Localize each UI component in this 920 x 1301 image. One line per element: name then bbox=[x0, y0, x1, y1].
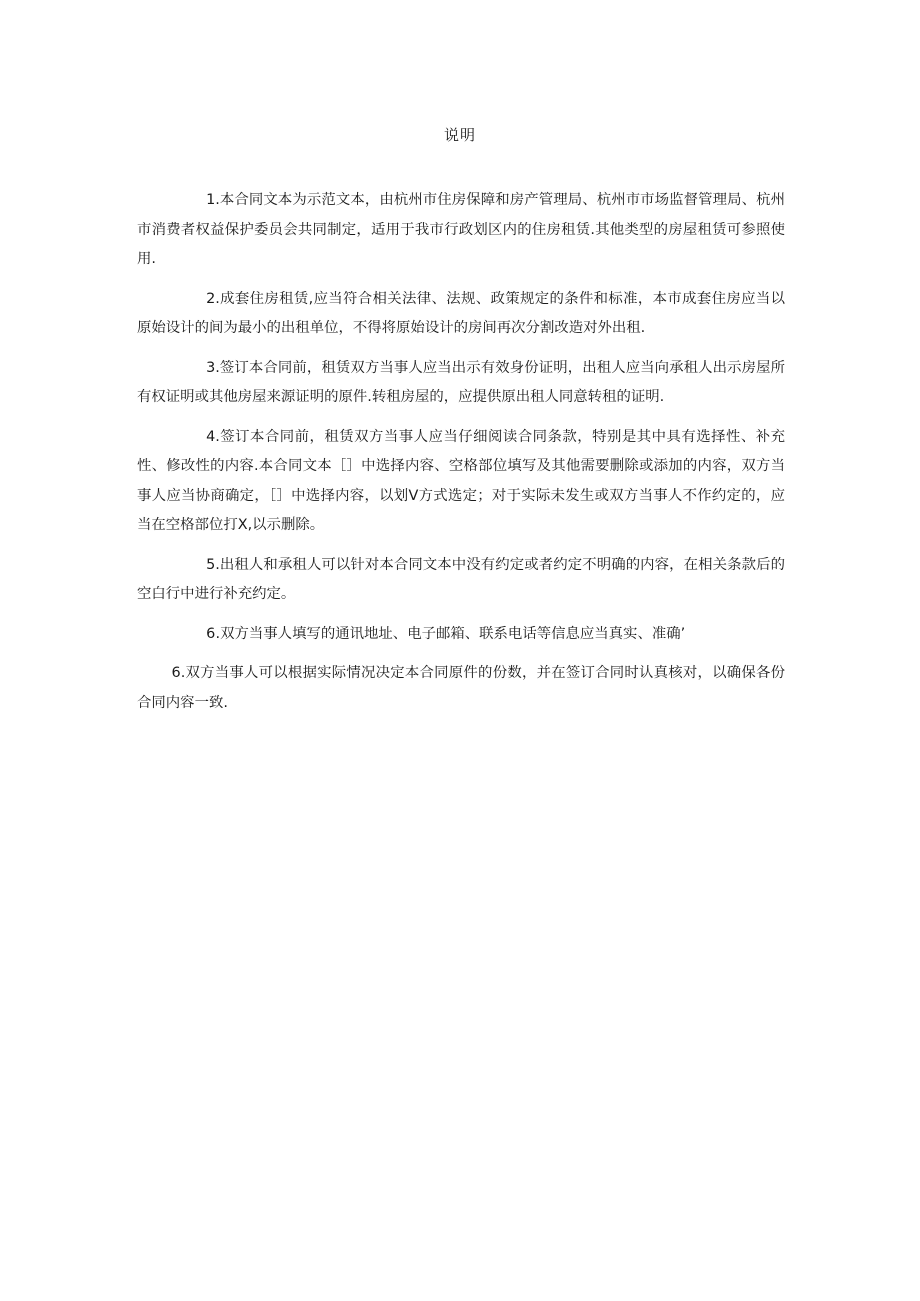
paragraph-text: .双方当事人填写的通讯地址、电子邮箱、联系电话等信息应当真实、准确’ bbox=[215, 625, 686, 642]
paragraph-number: 5 bbox=[206, 556, 216, 573]
paragraph-3 bbox=[137, 354, 785, 413]
paragraph-text: .出租人和承租人可以针对本合同文本中没有约定或者约定不明确的内容，在相关条款后的空白行中进行补充约定。 bbox=[137, 556, 785, 602]
paragraph-text: .签订本合同前，租赁双方当事人应当仔细阅读合同条款，特别是其中具有选择性、补充性、修改性的内容.本合同文本［］中选择内容、空格部位填写及其他需要删除或添加的内容，双方当事人应当协商确定，［］中选择内容，以划V方式选定；对于实际未发生或双方当事人不作约定的，应当在空格部位打X,以示删除。 bbox=[137, 428, 785, 533]
paragraph-number: 2 bbox=[206, 290, 216, 307]
paragraph-6 bbox=[137, 620, 785, 650]
paragraph-1 bbox=[137, 186, 785, 275]
paragraph-5 bbox=[137, 551, 785, 610]
paragraph-2 bbox=[137, 285, 785, 344]
paragraph-number: 3 bbox=[206, 359, 216, 376]
paragraph-text: .签订本合同前，租赁双方当事人应当出示有效身份证明，出租人应当向承租人出示房屋所有权证明或其他房屋来源证明的原件.转租房屋的，应提供原出租人同意转租的证明. bbox=[137, 359, 785, 405]
document-body bbox=[137, 186, 785, 728]
paragraph-4 bbox=[137, 423, 785, 541]
paragraph-text: .成套住房租赁,应当符合相关法律、法规、政策规定的条件和标准，本市成套住房应当以原始设计的间为最小的出租单位，不得将原始设计的房间再次分割改造对外出租. bbox=[137, 290, 785, 336]
paragraph-text: 6.双方当事人可以根据实际情况决定本合同原件的份数，并在签订合同时认真核对，以确保各份合同内容一致. bbox=[137, 665, 785, 711]
paragraph-number: 1 bbox=[206, 192, 216, 208]
paragraph-number: 6 bbox=[206, 625, 216, 642]
paragraph-text: .本合同文本为示范文本，由杭州市住房保障和房产管理局、杭州市市场监督管理局、杭州市消费者权益保护委员会共同制定，适用于我市行政划区内的住房租赁.其他类型的房屋租赁可参照使用. bbox=[137, 192, 785, 267]
paragraph-number: 4 bbox=[206, 428, 216, 445]
document-title: 说明 bbox=[443, 126, 476, 144]
paragraph-7 bbox=[137, 659, 785, 718]
